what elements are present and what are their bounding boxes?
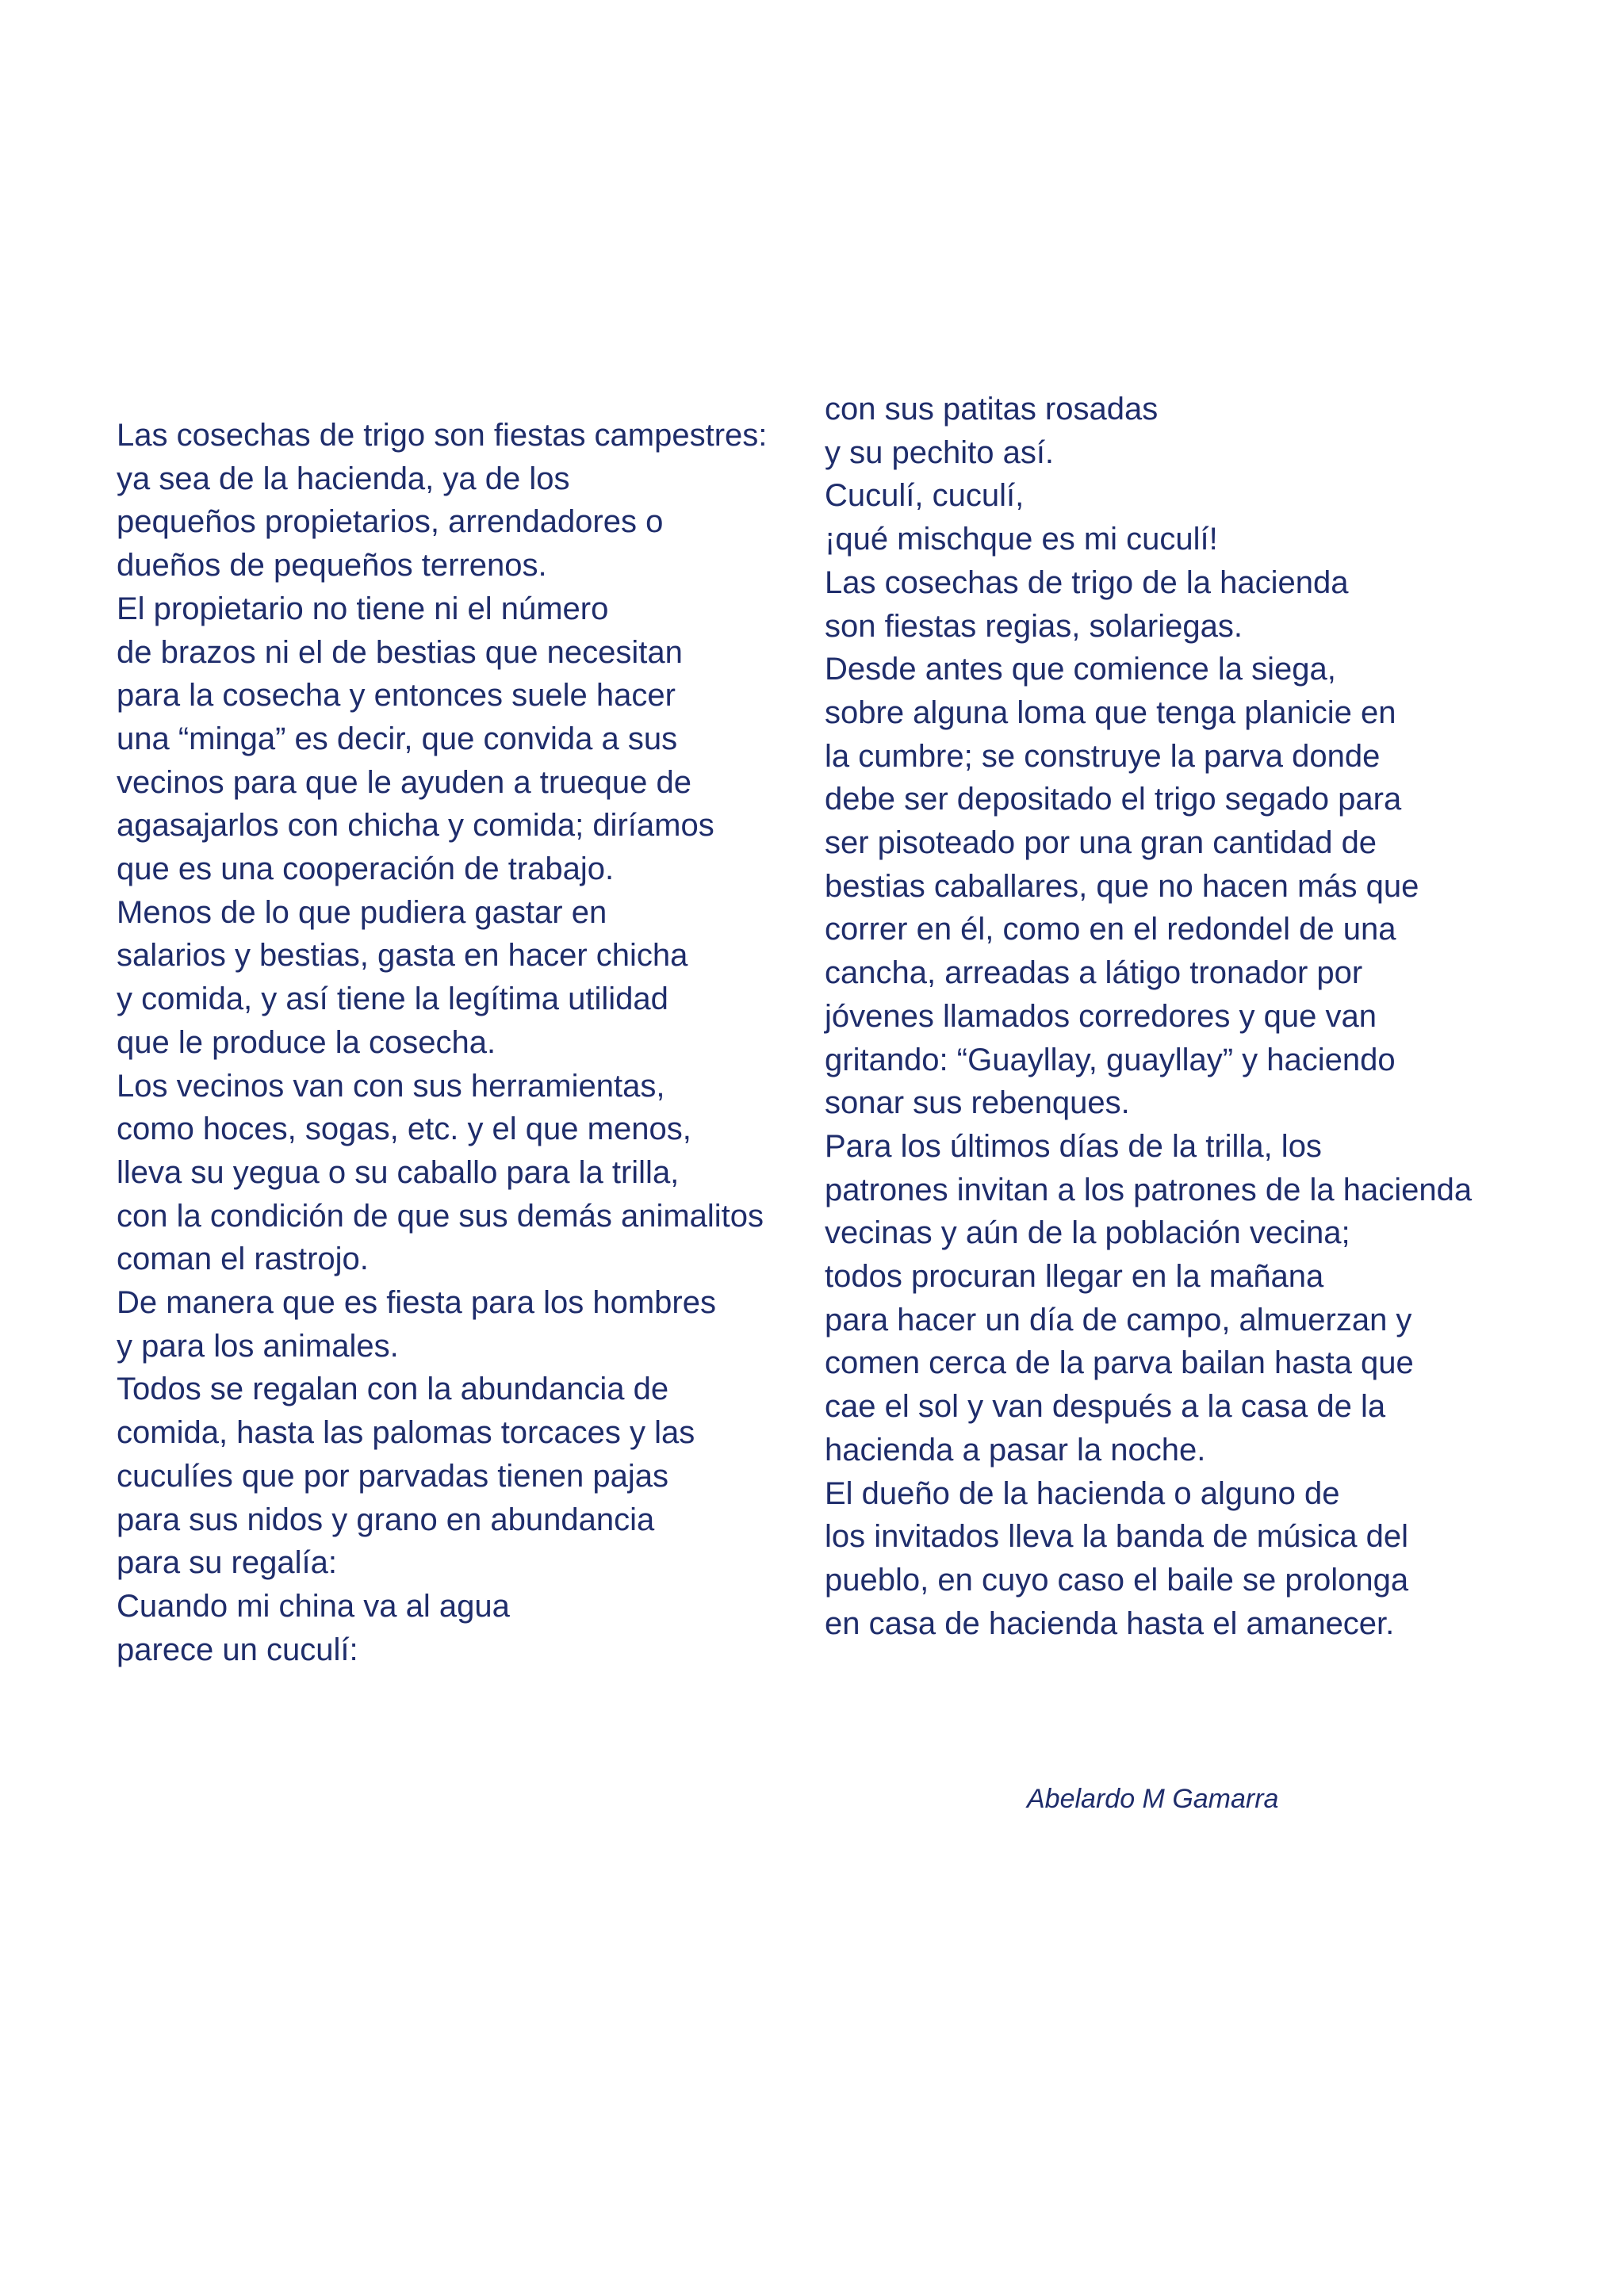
text-line: ser pisoteado por una gran cantidad de	[825, 825, 1377, 861]
text-line: El propietario no tiene ni el número	[117, 591, 609, 626]
text-line: son fiestas regias, solariegas.	[825, 608, 1243, 644]
text-line: lleva su yegua o su caballo para la trilla,	[117, 1154, 680, 1190]
text-line: sonar sus rebenques.	[825, 1085, 1130, 1121]
text-line: para sus nidos y grano en abundancia	[117, 1502, 655, 1537]
text-line: ya sea de la hacienda, ya de los	[117, 461, 570, 496]
text-line: y para los animales.	[117, 1328, 399, 1364]
text-line: con sus patitas rosadas	[825, 392, 1159, 427]
text-line: debe ser depositado el trigo segado para	[825, 782, 1402, 817]
text-line: coman el rastrojo.	[117, 1242, 369, 1277]
text-line: parece un cuculí:	[117, 1632, 358, 1667]
text-line: Menos de lo que pudiera gastar en	[117, 894, 607, 930]
text-line: cancha, arreadas a látigo tronador por	[825, 955, 1363, 991]
text-line: para su regalía:	[117, 1545, 337, 1581]
text-line: vecinas y aún de la población vecina;	[825, 1215, 1350, 1251]
text-line: como hoces, sogas, etc. y el que menos,	[117, 1112, 691, 1147]
text-line: Cuando mi china va al agua	[117, 1588, 510, 1624]
text-line: la cumbre; se construye la parva donde	[825, 738, 1381, 774]
text-line: dueños de pequeños terrenos.	[117, 548, 547, 584]
text-line: hacienda a pasar la noche.	[825, 1432, 1206, 1468]
text-line: pequeños propietarios, arrendadores o	[117, 504, 664, 540]
text-line: cae el sol y van después a la casa de la	[825, 1389, 1386, 1425]
text-line: Para los últimos días de la trilla, los	[825, 1128, 1322, 1164]
text-line: para la cosecha y entonces suele hacer	[117, 678, 676, 714]
text-line: y comida, y así tiene la legítima utilidad	[117, 982, 668, 1017]
text-line: cuculíes que por parvadas tienen pajas	[117, 1458, 669, 1494]
text-line: correr en él, como en el redondel de una	[825, 912, 1396, 947]
text-line: con la condición de que sus demás animalitos	[117, 1198, 764, 1234]
text-line: pueblo, en cuyo caso el baile se prolonga	[825, 1562, 1409, 1598]
text-line: Las cosechas de trigo son fiestas campestres:	[117, 418, 768, 453]
text-line: agasajarlos con chicha y comida; diríamos	[117, 808, 714, 844]
text-line: que es una cooperación de trabajo.	[117, 851, 615, 887]
text-line: que le produce la cosecha.	[117, 1024, 496, 1060]
text-line: comida, hasta las palomas torcaces y las	[117, 1415, 695, 1451]
text-line: De manera que es fiesta para los hombres	[117, 1285, 716, 1321]
text-line: sobre alguna loma que tenga planicie en	[825, 695, 1396, 730]
text-line: Desde antes que comience la siega,	[825, 652, 1336, 687]
text-line: en casa de hacienda hasta el amanecer.	[825, 1605, 1395, 1641]
text-line: Cuculí, cuculí,	[825, 478, 1025, 514]
text-line: y su pechito así.	[825, 434, 1055, 470]
text-line: vecinos para que le ayuden a trueque de	[117, 764, 691, 800]
text-line: bestias caballares, que no hacen más que	[825, 868, 1419, 904]
text-line: Todos se regalan con la abundancia de	[117, 1372, 669, 1407]
text-line: una “minga” es decir, que convida a sus	[117, 721, 678, 756]
text-line: Las cosechas de trigo de la hacienda	[825, 564, 1349, 600]
text-line: comen cerca de la parva bailan hasta que	[825, 1345, 1414, 1381]
text-line: para hacer un día de campo, almuerzan y	[825, 1302, 1412, 1337]
text-line: ¡qué mischque es mi cuculí!	[825, 522, 1218, 557]
text-line: gritando: “Guayllay, guayllay” y haciendo	[825, 1042, 1396, 1077]
author-signature: Abelardo M Gamarra	[1027, 1784, 1279, 1814]
text-line: patrones invitan a los patrones de la hacienda	[825, 1172, 1473, 1207]
text-column-left	[117, 414, 814, 1671]
text-line: Los vecinos van con sus herramientas,	[117, 1068, 665, 1104]
text-line: los invitados lleva la banda de música del	[825, 1519, 1408, 1555]
text-line: jóvenes llamados corredores y que van	[825, 998, 1377, 1034]
text-line: todos procuran llegar en la mañana	[825, 1259, 1324, 1295]
text-line: salarios y bestias, gasta en hacer chicha	[117, 938, 688, 974]
text-line: El dueño de la hacienda o alguno de	[825, 1475, 1340, 1511]
text-column-right	[825, 388, 1538, 1645]
text-line: de brazos ni el de bestias que necesitan	[117, 634, 683, 670]
